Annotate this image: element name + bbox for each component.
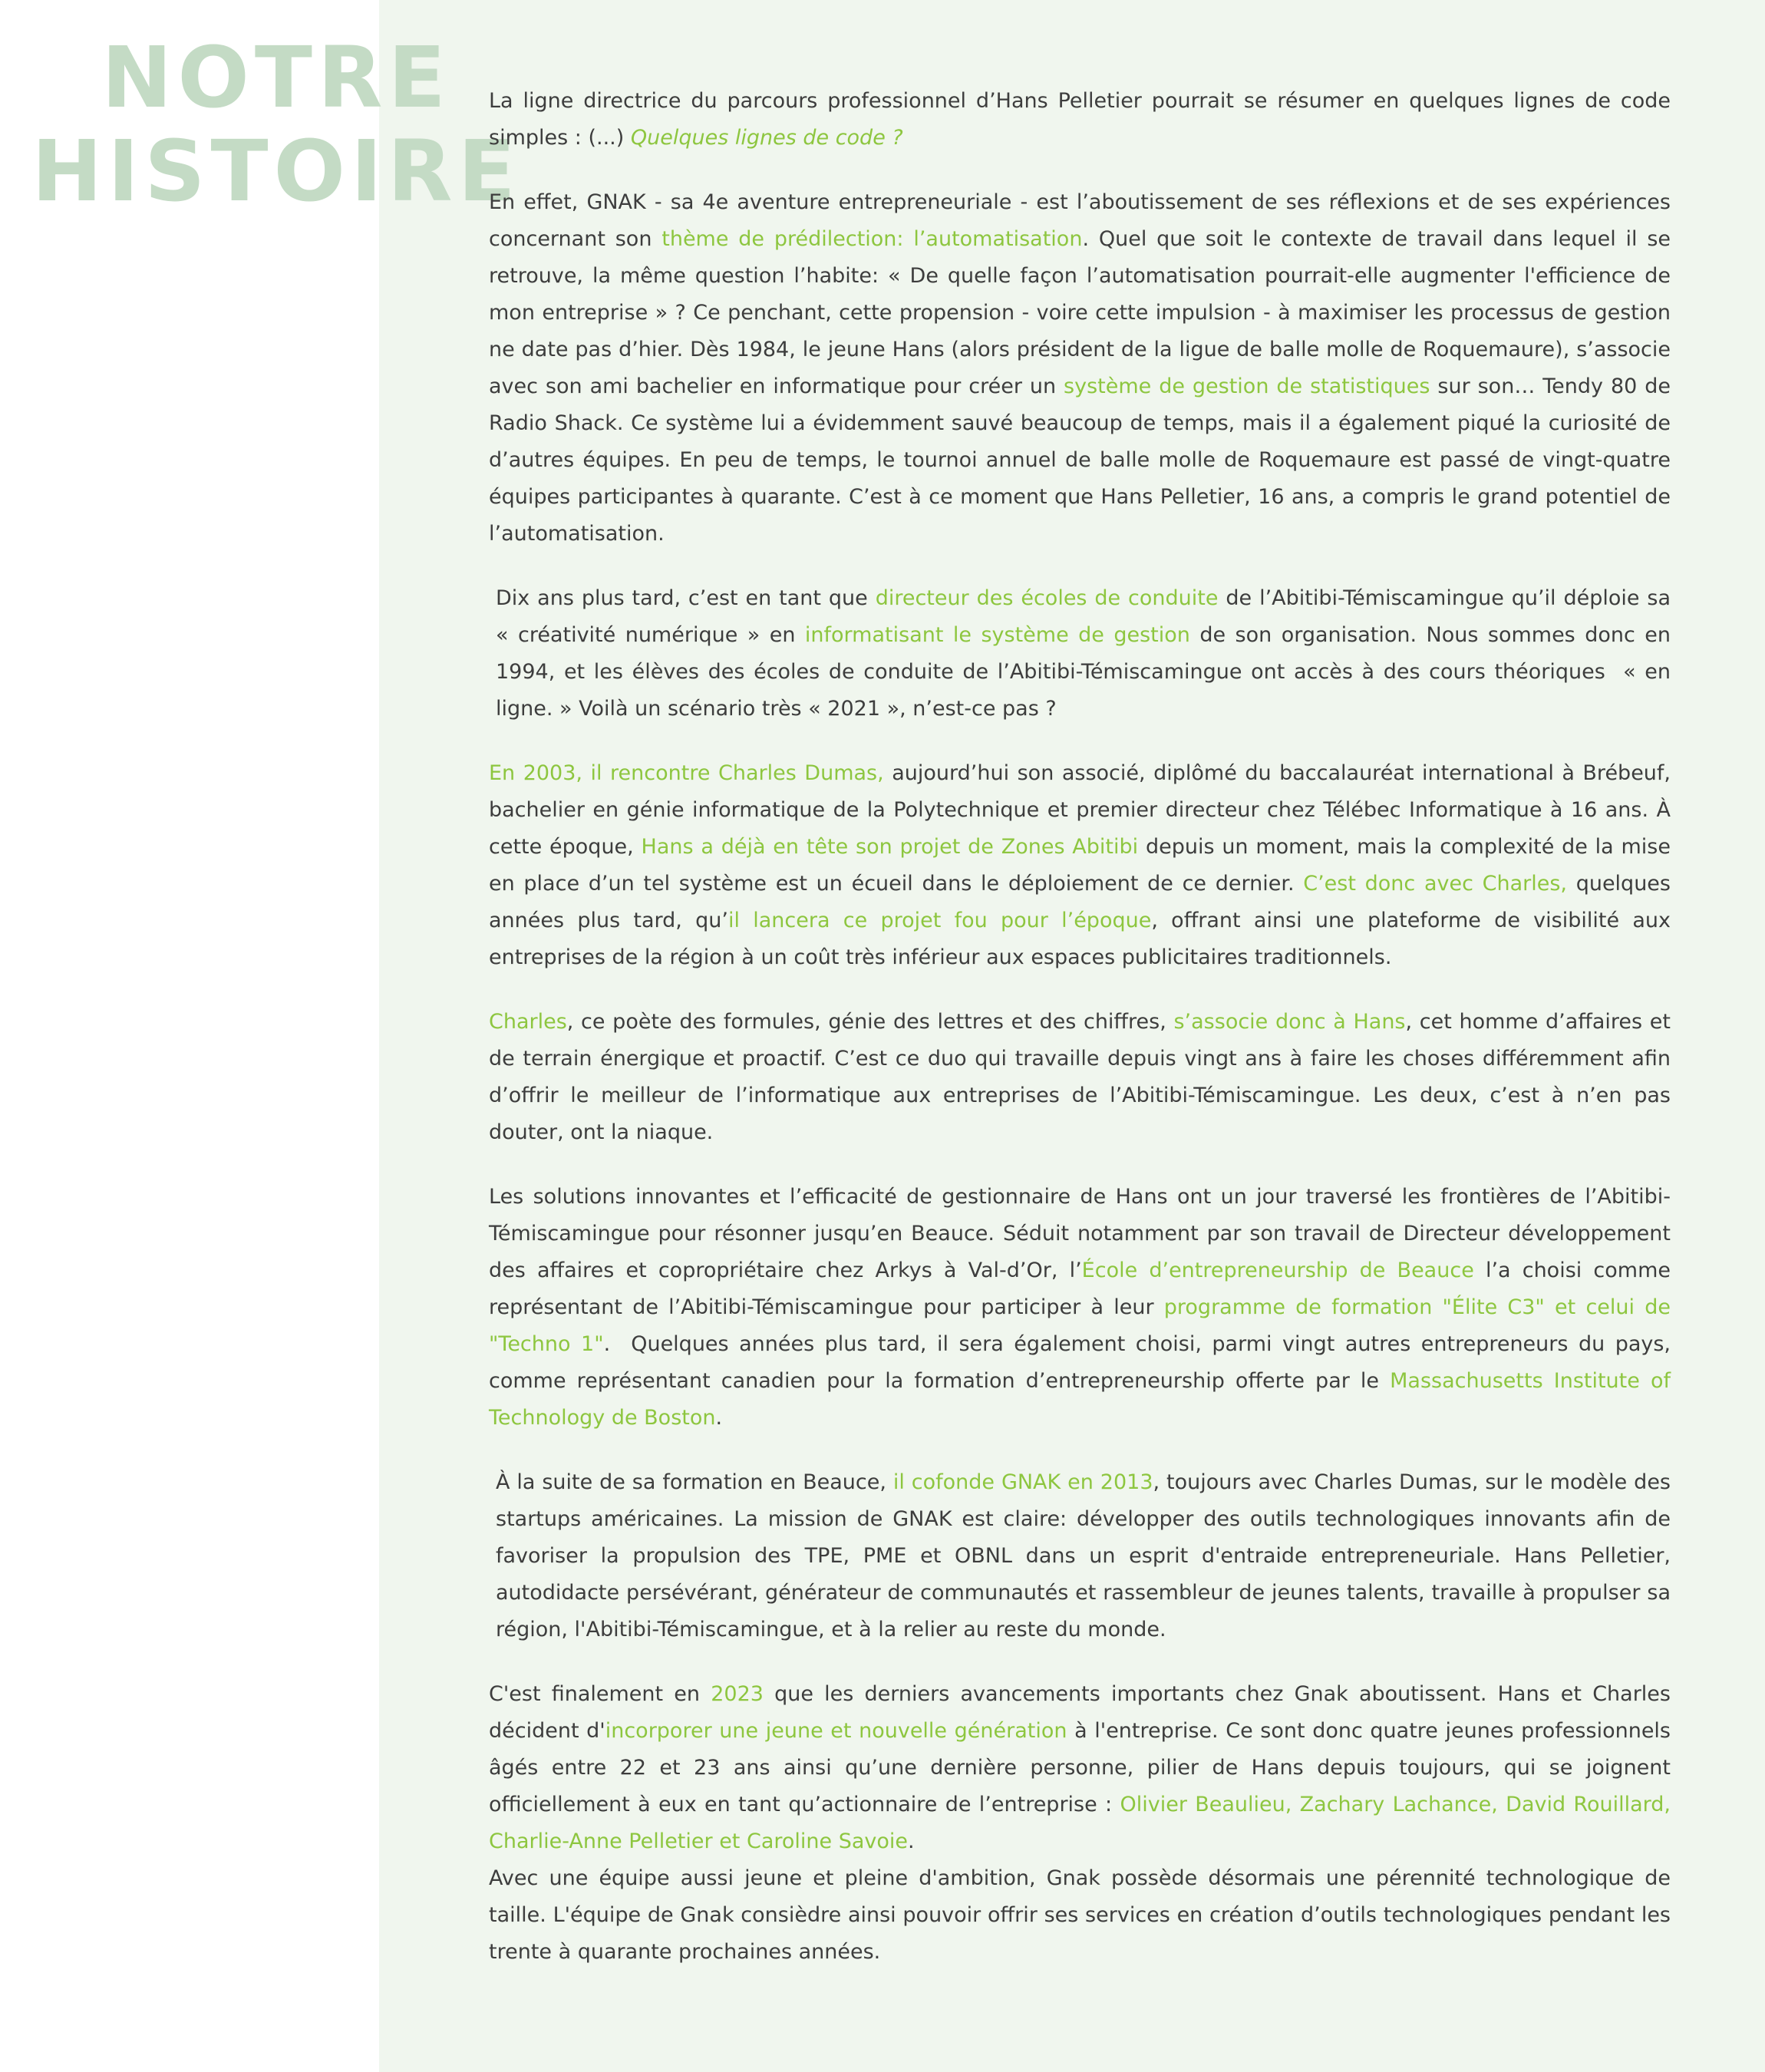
highlighted-text: École d’entrepreneurship de Beauce [1081,1259,1474,1282]
highlighted-text: 2023 [711,1682,764,1706]
history-paragraph [489,1004,1671,1151]
history-paragraph [489,1464,1671,1648]
paragraph-text: . [715,1406,723,1430]
paragraph-text: de l’Abitibi-Témiscamingue qu’il déploie sa « créativité numérique » en [496,586,1671,647]
paragraph-text: Avec une équipe aussi jeune et pleine d'ambition, Gnak possède désormais une pérennité technologique de taille. L'équipe de Gnak consièdre ainsi pouvoir offrir ses services en création d’outils technologiques pendant les trente à quarante prochaines années. [489,1866,1671,1964]
paragraph-text: , offrant ainsi une plateforme de visibilité aux entreprises de la région à un coût très inférieur aux espaces publicitaires traditionnels. [489,909,1671,969]
highlighted-text: Olivier Beaulieu, Zachary Lachance, David Rouillard, Charlie-Anne Pelletier et Caroline Savoie [489,1793,1671,1853]
highlighted-text: incorporer une jeune et nouvelle génération [605,1719,1067,1743]
paragraph-text: C'est finalement en [489,1682,711,1706]
title-line-1: NOTRE [101,28,451,127]
paragraph-text: quelques années plus tard, qu’ [489,872,1671,932]
history-article [489,83,1671,1998]
highlighted-text: système de gestion de statistiques [1064,374,1430,398]
paragraph-text: Dix ans plus tard, c’est en tant que [496,586,876,610]
history-paragraph [489,580,1671,728]
paragraph-text: , ce poète des formules, génie des lettres et des chiffres, [566,1010,1174,1034]
highlighted-text: s’associe donc à Hans [1173,1010,1406,1034]
paragraph-text: sur son… Tendy 80 de Radio Shack. Ce système lui a évidemment sauvé beaucoup de temps, mais il a également piqué la curiosité de d’autres équipes. En peu de temps, le tournoi annuel de balle molle de Roquemaure est passé de vingt-quatre équipes participantes à quarante. C’est à ce moment que Hans Pelletier, 16 ans, a compris le grand potentiel de l’automatisation. [489,374,1671,546]
highlighted-text: Quelques lignes de code ? [630,126,903,150]
highlighted-text: Massachusetts Institute of Technology de Boston [489,1369,1671,1430]
history-paragraph [489,755,1671,976]
paragraph-text: . Quelques années plus tard, il sera également choisi, parmi vingt autres entrepreneurs du pays, comme représentant canadien pour la formation d’entrepreneurship offerte par le [489,1332,1671,1393]
paragraph-text: Les solutions innovantes et l’efficacité de gestionnaire de Hans ont un jour traversé les frontières de l’Abitibi-Témiscamingue pour résonner jusqu’en Beauce. Séduit notamment par son travail de Directeur développement des affaires et copropriétaire chez Arkys à Val-d’Or, l’ [489,1185,1671,1282]
highlighted-text: thème de prédilection: l’automatisation [661,227,1083,251]
history-paragraph [489,83,1671,157]
highlighted-text: informatisant le système de gestion [804,623,1190,647]
paragraph-text: La ligne directrice du parcours professionnel d’Hans Pelletier pourrait se résumer en quelques lignes de code simples : (...) [489,89,1671,150]
paragraph-text: de son organisation. Nous sommes donc en 1994, et les élèves des écoles de conduite de l’Abitibi-Témiscamingue ont accès à des cours théoriques « en ligne. » Voilà un scénario très « 2021 », n’est-ce pas ? [496,623,1671,721]
highlighted-text: programme de formation "Élite C3" et celui de "Techno 1" [489,1295,1671,1356]
paragraph-text: En effet, GNAK - sa 4e aventure entrepreneuriale - est l’aboutissement de ses réflexions et de ses expériences concernant son [489,190,1671,251]
highlighted-text: Hans a déjà en tête son projet de Zones Abitibi [641,835,1139,859]
paragraph-text: depuis un moment, mais la complexité de la mise en place d’un tel système est un écueil dans le déploiement de ce dernier. [489,835,1671,896]
history-paragraph [489,1179,1671,1437]
history-paragraph [489,1676,1671,1860]
page-title [31,28,522,220]
title-line-2: HISTOIRE [31,122,521,220]
highlighted-text: il cofonde GNAK en 2013 [892,1470,1153,1494]
highlighted-text: directeur des écoles de conduite [875,586,1219,610]
highlighted-text: C’est donc avec Charles, [1303,872,1567,896]
highlighted-text: En 2003, il rencontre Charles Dumas, [489,761,884,785]
highlighted-text: il lancera ce projet fou pour l’époque [727,909,1152,932]
paragraph-text: aujourd’hui son associé, diplômé du baccalauréat international à Brébeuf, bachelier en génie informatique de la Polytechnique et premier directeur chez Télébec Informatique à 16 ans. À cette époque, [489,761,1671,859]
paragraph-text: l’a choisi comme représentant de l’Abitibi-Témiscamingue pour participer à leur [489,1259,1671,1319]
paragraph-text: que les derniers avancements importants chez Gnak aboutissent. Hans et Charles décident d' [489,1682,1671,1743]
history-paragraph [489,1860,1671,1971]
paragraph-text: À la suite de sa formation en Beauce, [496,1470,893,1494]
paragraph-text: , cet homme d’affaires et de terrain énergique et proactif. C’est ce duo qui travaille depuis vingt ans à faire les choses différemment afin d’offrir le meilleur de l’informatique aux entreprises de l’Abitibi-Témiscamingue. Les deux, c’est à n’en pas douter, ont la niaque. [489,1010,1671,1144]
highlighted-text: Charles [489,1010,567,1034]
paragraph-text: . Quel que soit le contexte de travail dans lequel il se retrouve, la même question l’habite: « De quelle façon l’automatisation pourrait-elle augmenter l'efficience de mon entreprise » ? Ce penchant, cette propension - voire cette impulsion - à maximiser les processus de gestion ne date pas d’hier. Dès 1984, le jeune Hans (alors président de la ligue de balle molle de Roquemaure), s’associe avec son ami bachelier en informatique pour créer un [489,227,1671,398]
paragraph-text: . [908,1829,915,1853]
paragraph-text: , toujours avec Charles Dumas, sur le modèle des startups américaines. La mission de GNAK est claire: développer des outils technologiques innovants afin de favoriser la propulsion des TPE, PME et OBNL dans un esprit d'entraide entrepreneuriale. Hans Pelletier, autodidacte persévérant, générateur de communautés et rassembleur de jeunes talents, travaille à propulser sa région, l'Abitibi-Témiscamingue, et à la relier au reste du monde. [496,1470,1671,1641]
history-paragraph [489,184,1671,553]
paragraph-text: à l'entreprise. Ce sont donc quatre jeunes professionnels âgés entre 22 et 23 ans ainsi qu’une dernière personne, pilier de Hans depuis toujours, qui se joignent officiellement à eux en tant qu’actionnaire de l’entreprise : [489,1719,1671,1816]
